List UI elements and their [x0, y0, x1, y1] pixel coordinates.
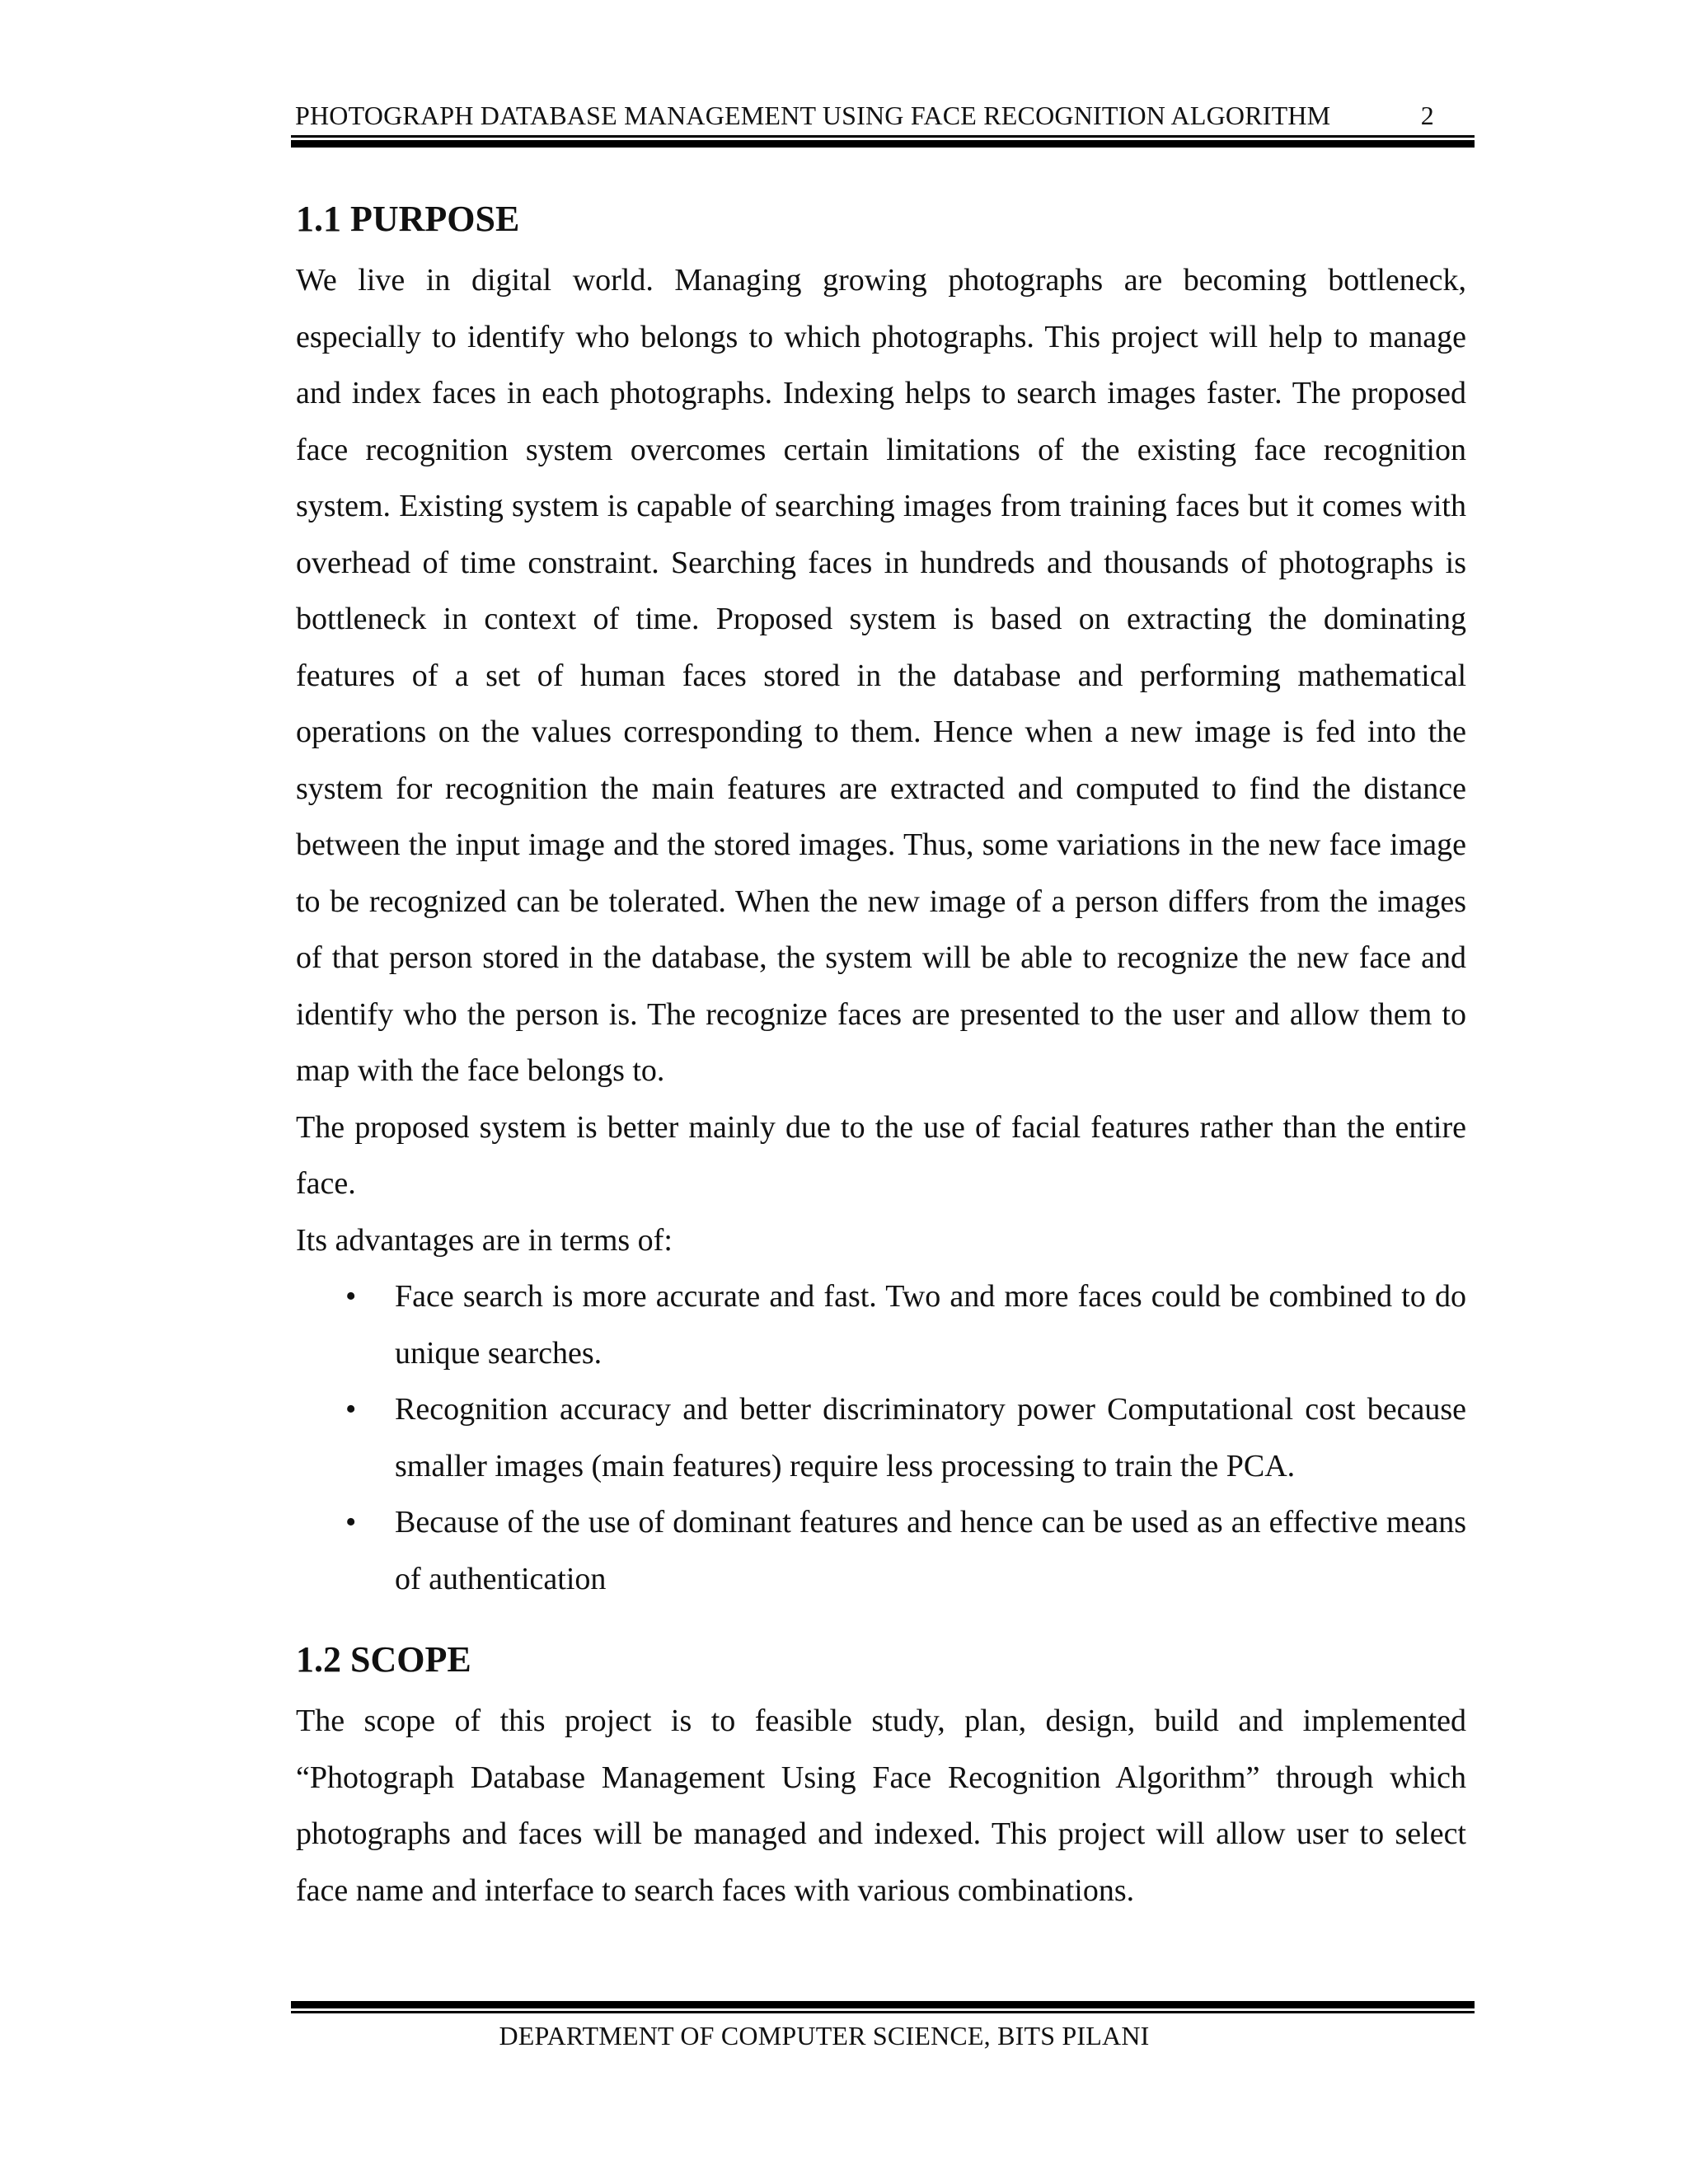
- running-footer: DEPARTMENT OF COMPUTER SCIENCE, BITS PILANI: [499, 2021, 1150, 2050]
- page-number: 2: [1420, 101, 1434, 130]
- advantage-text: Because of the use of dominant features and hence can be used as an effective means of authentication: [395, 1505, 1466, 1596]
- bullet-marker: •: [345, 1279, 357, 1314]
- header-rule-thin: [291, 135, 1475, 138]
- running-header: [295, 97, 1465, 134]
- advantages-intro: Its advantages are in terms of:: [296, 1222, 673, 1258]
- purpose-section: [296, 196, 1466, 1607]
- scope-paragraph: The scope of this project is to feasible study, plan, design, build and implemented “Photograph Database Management Using Face Recognition Algorithm” through which photographs and faces will be managed and indexed. This project will allow user to select face name and interface to search faces with various combinations.: [296, 1704, 1466, 1908]
- purpose-paragraph-1: We live in digital world. Managing growing photographs are becoming bottleneck, especially to identify who belongs to which photographs. This project will help to manage and index faces in each photographs. Indexing helps to search images faster. The proposed face recognition system overcomes certain limitations of the existing face recognition system. Existing system is capable of searching images from training faces but it comes with overhead of time constraint. Searching faces in hundreds and thousands of photographs is bottleneck in context of time. Proposed system is based on extracting the dominating features of a set of human faces stored in the database and performing mathematical operations on the values corresponding to them. Hence when a new image is fed into the system for recognition the main features are extracted and computed to find the distance between the input image and the stored images. Thus, some variations in the new face image to be recognized can be tolerated. When the new image of a person differs from the images of that person stored in the database, the system will be able to recognize the new face and identify who the person is. The recognize faces are presented to the user and allow them to map with the face belongs to.: [296, 263, 1466, 1088]
- bullet-marker: •: [345, 1392, 357, 1427]
- bullet-marker: •: [345, 1505, 357, 1540]
- list-item: [296, 1381, 1466, 1494]
- purpose-heading: 1.1 PURPOSE: [296, 199, 520, 239]
- advantage-text: Face search is more accurate and fast. Two and more faces could be combined to do unique searches.: [395, 1279, 1466, 1371]
- scope-heading: 1.2 SCOPE: [296, 1639, 471, 1680]
- purpose-paragraph-2: The proposed system is better mainly due to the use of facial features rather than the entire face.: [296, 1109, 1466, 1201]
- advantages-list: [296, 1268, 1466, 1607]
- advantage-text: Recognition accuracy and better discriminatory power Computational cost because smaller images (main features) require less processing to train the PCA.: [395, 1392, 1466, 1483]
- footer-rule-thin: [291, 2011, 1475, 2013]
- header-title: PHOTOGRAPH DATABASE MANAGEMENT USING FACE RECOGNITION ALGORITHM: [295, 101, 1331, 130]
- scope-section: [296, 1637, 1466, 1919]
- page-content: [296, 196, 1466, 1919]
- list-item: [296, 1268, 1466, 1381]
- footer-rule-thick: [291, 2001, 1475, 2008]
- header-rule-thick: [291, 140, 1475, 148]
- list-item: [296, 1494, 1466, 1607]
